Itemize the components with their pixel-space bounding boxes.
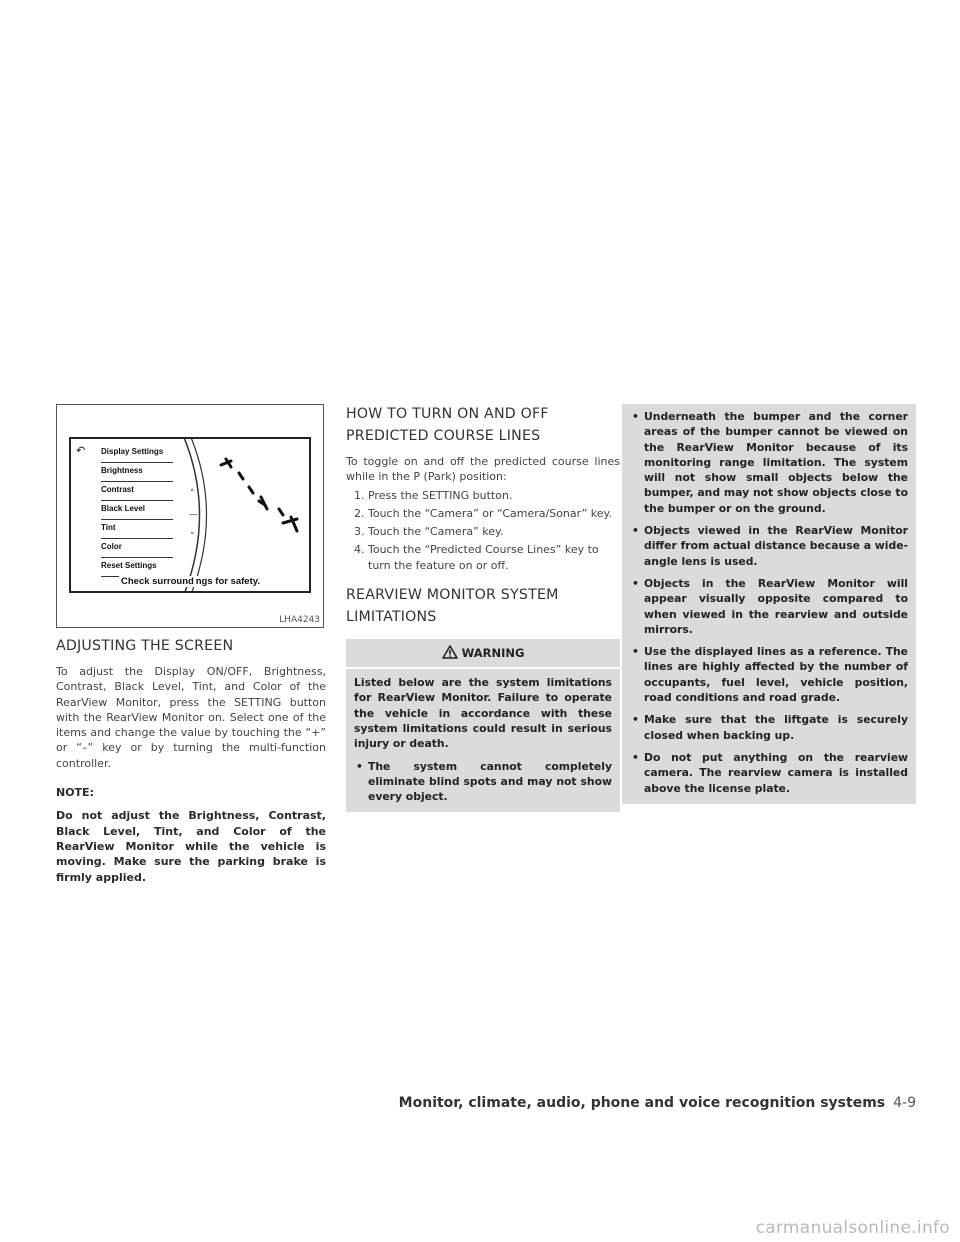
warning-bullet: • Objects viewed in the RearView Monitor differ from actual distance because a wide-angle lens is used.: [630, 523, 908, 569]
menu-item-brightness: Brightness: [101, 463, 173, 482]
warning-label: WARNING: [461, 646, 525, 661]
warning-divider: [346, 667, 620, 669]
watermark-text: carmanualsonline.info: [755, 1218, 950, 1238]
chevron-up-icon: ˄: [190, 489, 195, 499]
warning-bullet: • Do not put anything on the rearview camera. The rearview camera is installed above the license plate.: [630, 750, 908, 796]
divider-dash-icon: —: [189, 510, 198, 520]
note-label: NOTE:: [56, 786, 94, 800]
warning-bullet: • Make sure that the liftgate is securely closed when backing up.: [630, 712, 908, 743]
section-heading-course-lines-2: PREDICTED COURSE LINES: [346, 428, 541, 444]
warning-bullet: • Objects in the RearView Monitor will appear visually opposite compared to when viewed in the rearview and outside mirrors.: [630, 576, 908, 637]
menu-item-black-level: Black Level: [101, 501, 173, 520]
rearview-settings-figure: [56, 404, 324, 628]
menu-item-display-settings: Display Settings: [101, 444, 173, 463]
step-item: 1. Press the SETTING button.: [354, 488, 513, 502]
section-heading-course-lines-1: HOW TO TURN ON AND OFF: [346, 406, 549, 422]
left-column: [56, 404, 326, 885]
adjusting-screen-body: To adjust the Display ON/OFF, Brightness, Contrast, Black Level, Tint, and Color of the RearView Monitor, press the SETTING button with the RearView Monitor on. Select one of the items and change the value by touching the “+” or “–” key or by turning the multi-function controller.: [56, 665, 326, 770]
section-heading-adjusting-screen: ADJUSTING THE SCREEN: [56, 638, 234, 654]
back-arrow-icon: ↶: [76, 444, 86, 457]
warning-bullet: • Underneath the bumper and the corner areas of the bumper cannot be viewed on the RearView Monitor because of its monitoring range limitation. The system will not show small objects below the bumper, and may not show objects close to the bumper or on the ground.: [630, 409, 908, 516]
section-heading-limitations-2: LIMITATIONS: [346, 609, 437, 626]
menu-item-tint: Tint: [101, 520, 173, 539]
step-item: 4. Touch the “Predicted Course Lines” key to turn the feature on or off.: [354, 543, 599, 572]
figure-caption: Check surround ngs for safety.: [121, 576, 260, 587]
warning-bullets-col3: [630, 409, 908, 796]
middle-column: [346, 404, 620, 812]
chevron-down-icon: ˅: [190, 532, 195, 542]
display-screen-illustration: [69, 437, 311, 593]
section-heading-limitations-1: REARVIEW MONITOR SYSTEM: [346, 587, 559, 604]
warning-box: [346, 639, 620, 812]
menu-item-contrast: Contrast: [101, 482, 173, 501]
course-lines-intro: To toggle on and off the predicted course lines while in the P (Park) position:: [346, 455, 620, 484]
warning-bullets-col2: [354, 759, 612, 805]
menu-item-reset-settings: Reset Settings: [101, 558, 173, 577]
figure-code: LHA4243: [279, 615, 320, 625]
warning-intro: Listed below are the system limitations for RearView Monitor. Failure to operate the vehicle in accordance with these system limitations could result in serious injury or death.: [354, 676, 612, 751]
page-footer: [0, 1092, 916, 1111]
warning-bullet: • The system cannot completely eliminate blind spots and may not show every object.: [354, 759, 612, 805]
warning-bullet: • Use the displayed lines as a reference. The lines are highly affected by the number of occupants, fuel level, vehicle position, road conditions and road grade.: [630, 644, 908, 705]
step-item: 2. Touch the “Camera” or “Camera/Sonar” key.: [354, 506, 612, 520]
chapter-title: Monitor, climate, audio, phone and voice recognition systems: [398, 1095, 886, 1111]
warning-triangle-icon: [442, 645, 458, 659]
step-item: 3. Touch the “Camera” key.: [354, 525, 504, 539]
right-column: [622, 404, 916, 804]
course-lines-steps: [346, 488, 620, 573]
warning-box-continued: [622, 404, 916, 804]
warning-header: [354, 639, 612, 667]
menu-item-color: Color: [101, 539, 173, 558]
predicted-course-lines: [221, 459, 297, 531]
note-text: Do not adjust the Brightness, Contrast, Black Level, Tint, and Color of the RearView Monitor while the vehicle is moving. Make sure the parking brake is firmly applied.: [56, 809, 326, 884]
page-number: 4-9: [893, 1095, 916, 1111]
